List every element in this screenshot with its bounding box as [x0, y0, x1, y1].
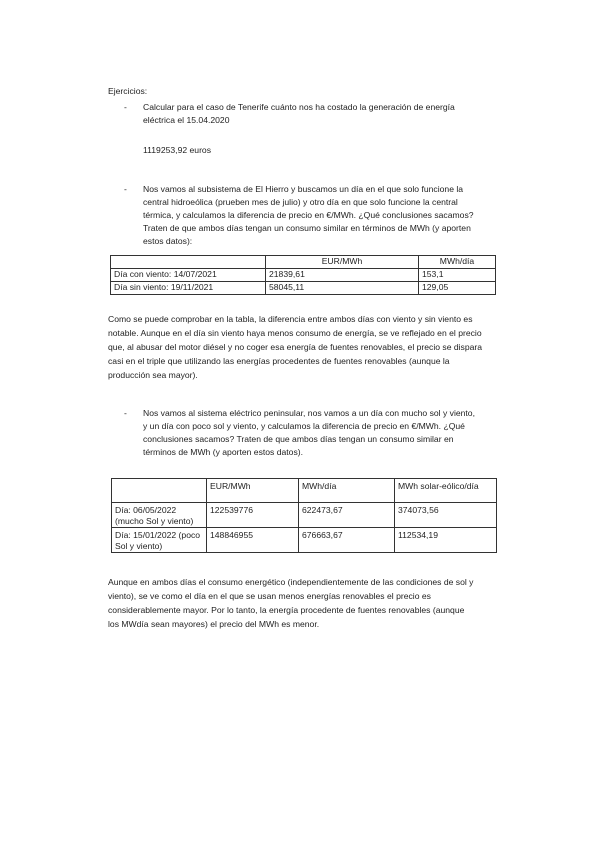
bullet-dash: - [124, 102, 127, 112]
exercise3-line: Nos vamos al sistema eléctrico peninsular, nos vamos a un día con mucho sol y viento, [143, 408, 475, 418]
exercise1-line: Calcular para el caso de Tenerife cuánto nos ha costado la generación de energía [143, 102, 455, 112]
table-row [111, 282, 496, 295]
conclusion-line: producción sea mayor). [108, 370, 198, 380]
table-cell: 153,1 [419, 269, 496, 282]
peninsular-table [111, 478, 497, 553]
table-cell: 122539776 [207, 503, 299, 528]
exercise2-line: Nos vamos al subsistema de El Hierro y buscamos un día en el que solo funcione la [143, 184, 464, 194]
table-row [112, 528, 497, 553]
conclusion-line: los MWdía sean mayores) el precio del MWh es menor. [108, 619, 320, 629]
table-cell: Día: 06/05/2022 (mucho Sol y viento) [112, 503, 207, 528]
table-cell: Día: 15/01/2022 (poco Sol y viento) [112, 528, 207, 553]
exercise3-line: y un día con poco sol y viento, y calculamos la diferencia de precio en €/MWh. ¿Qué [143, 421, 465, 431]
table-cell: 112534,19 [395, 528, 497, 553]
exercise2-line: estos datos): [143, 236, 193, 246]
exercise3-line: términos de MWh (y aporten estos datos). [143, 447, 304, 457]
conclusion-line: notable. Aunque en el día sin viento haya menos consumo de energía, se ve reflejado en el precio [108, 328, 482, 338]
table-header-cell [112, 479, 207, 503]
conclusion-line: Aunque en ambos días el consumo energético (independientemente de las condiciones de sol y [108, 577, 474, 587]
table-header-row [112, 479, 497, 503]
bullet-dash: - [124, 184, 127, 194]
conclusion-line: viento), se ve como el día en el que se usan menos energías renovables el precio es [108, 591, 431, 601]
conclusion-line: considerablemente mayor. Por lo tanto, la energía procedente de fuentes renovables (aunque [108, 605, 465, 615]
heading: Ejercicios: [108, 86, 148, 96]
conclusion-line: casi en el triple que utilizando las energías procedentes de fuentes renovables (aunque la [108, 356, 450, 366]
bullet-dash: - [124, 408, 127, 418]
exercise2-line: central hidroeólica (prueben mes de julio) y otro día en que solo funcione la central [143, 197, 458, 207]
table-header-cell: EUR/MWh [207, 479, 299, 503]
table-cell: 58045,11 [266, 282, 419, 295]
table-cell: 374073,56 [395, 503, 497, 528]
conclusion-line: Como se puede comprobar en la tabla, la diferencia entre ambos días con viento y sin viento es [108, 314, 473, 324]
table-header-row [111, 256, 496, 269]
table-cell: 148846955 [207, 528, 299, 553]
table-header-cell: MWh/día [419, 256, 496, 269]
conclusion-line: que, al abusar del motor diésel y no coger esa energía de fuentes renovables, el precio se dispara [108, 342, 483, 352]
exercise2-line: Traten de que ambos días tengan un consumo similar en términos de MWh (y aporten [143, 223, 471, 233]
exercise1-answer: 1119253,92 euros [143, 145, 212, 155]
table-cell: 676663,67 [299, 528, 395, 553]
table-header-cell: MWh/día [299, 479, 395, 503]
table-header-cell [111, 256, 266, 269]
exercise3-line: conclusiones sacamos? Traten de que ambos días tengan un consumo similar en [143, 434, 454, 444]
exercise2-line: térmica, y calculamos la diferencia de precio en €/MWh. ¿Qué conclusiones sacamos? [143, 210, 474, 220]
table-cell: Día con viento: 14/07/2021 [111, 269, 266, 282]
table-cell: Día sin viento: 19/11/2021 [111, 282, 266, 295]
table-header-cell: MWh solar-eólico/día [395, 479, 497, 503]
table-row [112, 503, 497, 528]
exercise1-line: eléctrica el 15.04.2020 [143, 115, 230, 125]
hierro-table [110, 255, 496, 295]
table-cell: 21839,61 [266, 269, 419, 282]
table-cell: 129,05 [419, 282, 496, 295]
table-cell: 622473,67 [299, 503, 395, 528]
table-row [111, 269, 496, 282]
table-header-cell: EUR/MWh [266, 256, 419, 269]
